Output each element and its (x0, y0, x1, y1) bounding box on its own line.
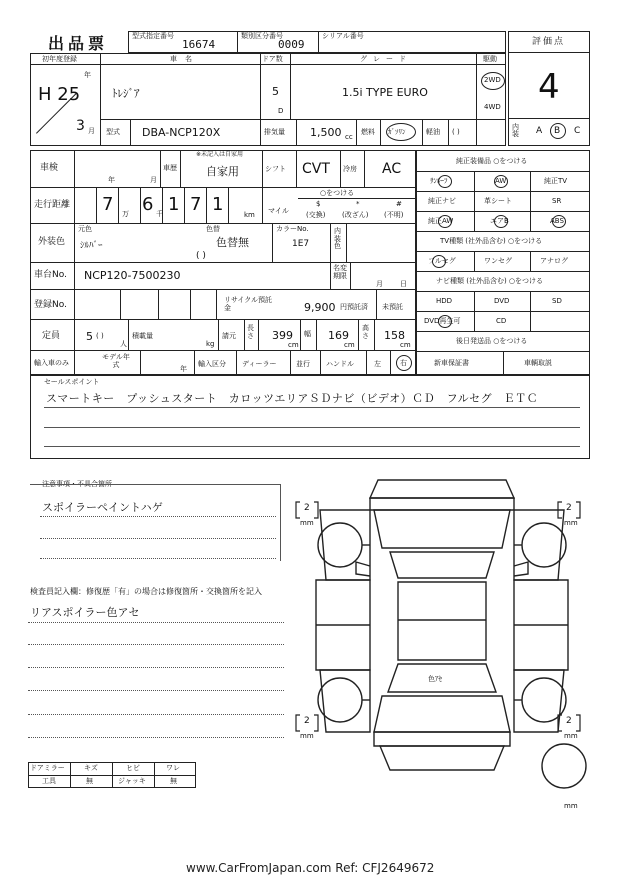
import-dealer: ディーラー (242, 360, 277, 368)
mile-opt-3-sym: # (396, 200, 402, 208)
interior-color-label: 内装色 (334, 227, 341, 251)
tire-fr-mm: mm (564, 519, 578, 527)
drive-2wd: 2WD (484, 76, 501, 84)
fuel-light: 軽油 (426, 128, 440, 136)
notes-text: スポイラーペイントハゲ (42, 501, 163, 514)
history: 自家用 (206, 165, 239, 178)
doors-suffix: D (278, 107, 284, 115)
interior-label: 内装 (512, 123, 519, 138)
tire-rr-mm: mm (564, 732, 578, 740)
mile-opt-1-text: (交換) (306, 211, 326, 219)
name-change-label: 名変期限 (333, 264, 347, 280)
legend-tools: 工具 (42, 777, 56, 785)
mile-opt-2-sym: * (356, 200, 360, 208)
width: 169 (328, 329, 349, 342)
class-no: 0009 (278, 38, 305, 51)
height: 158 (384, 329, 405, 342)
length-label: 長さ (247, 324, 254, 340)
fuel-other: ( ) (452, 128, 460, 136)
handle-left: 左 (374, 360, 381, 368)
first-reg-year: H 25 (38, 84, 81, 105)
score-value: 4 (538, 67, 560, 107)
shift-label: シフト (265, 165, 286, 173)
name-change-day: 日 (400, 280, 407, 288)
serial-label: シリアル番号 (322, 32, 364, 40)
tv-label: TV種類 (社外品含む) ○をつける (440, 237, 543, 245)
sales-text: スマートキー プッシュスタート カロッツエリアＳＤナビ（ビデオ）ＣＤ フルセグ ＥＴＣ (46, 392, 539, 405)
capacity-person: 人 (120, 340, 127, 348)
history-note: ※未記入は自家用 (196, 151, 244, 158)
genuine-label: 純正装備品 ○をつける (456, 157, 528, 165)
first-reg-month: 3 (76, 118, 85, 134)
tire-fr-value: 2 (566, 503, 572, 513)
tv-oneseg: ワンセグ (484, 257, 512, 265)
legend-tools-value: 無 (86, 777, 93, 785)
shaken-year-unit: 年 (108, 176, 115, 184)
car-name: ﾄﾚｼﾞｱ (112, 87, 140, 100)
capacity-paren: ( ) (96, 332, 104, 340)
tv-analog: アナログ (540, 257, 568, 265)
navi-hdd: HDD (436, 297, 453, 305)
inspector-text: リアスポイラー色アセ (30, 606, 140, 619)
width-cm: cm (344, 341, 355, 349)
shift: CVT (302, 161, 330, 177)
doors-label: ドア数 (262, 55, 283, 63)
grade: 1.5i TYPE EURO (342, 86, 428, 99)
mile-opt-1-sym: $ (316, 200, 321, 208)
navi-sd: SD (552, 297, 562, 305)
fuel-gas: ｶﾞｿﾘﾝ (388, 128, 406, 136)
mile-opt-2-text: (改ざん) (342, 211, 369, 219)
legend-jack-value: 無 (170, 777, 177, 785)
model-year-unit: 年 (180, 365, 187, 373)
repaint: 色替無 (216, 236, 249, 249)
navi-dvd-play: DVD再生可 (424, 317, 461, 325)
mile-label: マイル (268, 207, 289, 215)
eq-tv: 純正TV (544, 177, 568, 185)
eq-abs: ABS (550, 217, 564, 225)
type-no: 16674 (182, 38, 216, 51)
displacement-label: 排気量 (264, 128, 285, 136)
interior-grade-circle (550, 123, 566, 139)
rear-spoiler-mark: 色ｱｾ (428, 675, 442, 683)
mileage-digit-5: 1 (212, 194, 224, 215)
recycle: 9,900 (304, 301, 336, 314)
eq-aw: AW (495, 177, 507, 185)
notes-bracket (30, 484, 281, 561)
mileage-label: 走行距離 (34, 200, 71, 210)
color-no: 1E7 (292, 239, 310, 249)
navi-dvd: DVD (494, 297, 510, 305)
import-label: 輸入車のみ (34, 359, 69, 367)
eq-airbag: エアB (490, 217, 509, 225)
length: 399 (272, 329, 293, 342)
displacement: 1,500 (310, 126, 342, 139)
doors: 5 (272, 85, 279, 98)
mileage-digit-3: 1 (168, 194, 180, 215)
type-no-label: 型式指定番号 (132, 32, 174, 40)
mileage-digit-2: 6 (142, 194, 154, 215)
interior-grade-a: A (536, 126, 543, 136)
tv-fullseg: フルセグ (428, 257, 456, 265)
drive-4wd: 4WD (484, 103, 501, 111)
fuel-label: 燃料 (361, 128, 375, 136)
eq-sr: SR (552, 197, 562, 205)
form-title: 出品票 (48, 34, 109, 53)
chassis: NCP120-7500230 (84, 269, 181, 282)
grade-label: グレード (360, 55, 412, 63)
model: DBA-NCP120X (142, 126, 221, 139)
eq-leather: 革シート (484, 197, 512, 205)
eq-genuine-aw: 純正AW (428, 217, 454, 225)
length-cm: cm (288, 341, 299, 349)
mile-circle-note: ○をつける (320, 189, 355, 197)
later-label: 後日発送品 ○をつける (456, 337, 528, 345)
footer-watermark: www.CarFromJapan.com Ref: CFJ2649672 (186, 861, 435, 875)
reg-label: 登録No. (34, 300, 67, 310)
notes-label: 注意事項・不具合箇所 (42, 480, 112, 488)
color-label: 外装色 (38, 237, 66, 247)
spare-mm: mm (564, 802, 578, 810)
mileage-sen: 千 (156, 210, 163, 218)
recycle-unpaid: 未預託 (382, 303, 403, 311)
inspector-label: 検査員記入欄：修復歴「有」の場合は修復箇所・交換箇所を記入 (30, 587, 262, 596)
class-no-label: 類別区分番号 (241, 32, 283, 40)
color-no-label: カラーNo. (276, 225, 309, 233)
orig-color: ｼﾙﾊﾞｰ (80, 241, 103, 251)
later-manual: 車輌取説 (524, 359, 552, 367)
repaint-paren: ( ) (196, 251, 206, 261)
shaken-month-unit: 月 (150, 176, 157, 184)
handle-label: ハンドル (326, 360, 354, 368)
navi-label: ナビ種類 (社外品含む) ○をつける (436, 277, 544, 285)
cc-unit: cc (345, 133, 353, 141)
legend-door-mirror: ドアミラー (30, 764, 65, 772)
first-reg-year-unit: 年 (84, 71, 91, 79)
later-warranty: 新車保証書 (434, 359, 469, 367)
tire-rl-value: 2 (304, 716, 310, 726)
height-cm: cm (400, 341, 411, 349)
car-body-diagram (290, 470, 600, 815)
interior-grade-b: B (554, 126, 561, 136)
import-parallel: 並行 (296, 360, 310, 368)
orig-color-label: 元色 (78, 225, 92, 233)
tire-rl-mm: mm (300, 732, 314, 740)
ac-label: 冷房 (343, 165, 357, 173)
recycle-label: リサイクル預託金 (224, 296, 273, 313)
load-kg: kg (206, 340, 215, 348)
eq-sunroof: ｻﾝﾙｰﾌ (430, 177, 448, 185)
score-label: 評価点 (532, 37, 566, 47)
drive-label: 駆動 (483, 55, 497, 63)
mileage-digit-1: 7 (102, 194, 114, 215)
eq-navi: 純正ナビ (428, 197, 456, 205)
width-label: 幅 (304, 330, 311, 338)
sales-label: セールスポイント (44, 378, 100, 386)
request-label: 請元 (222, 332, 236, 340)
mileage-digit-4: 7 (190, 194, 202, 215)
spare-tire-icon (542, 744, 586, 788)
capacity-label: 定員 (42, 331, 61, 341)
tire-rr-value: 2 (566, 716, 572, 726)
navi-cd: CD (496, 317, 507, 325)
handle-right: 右 (400, 359, 407, 367)
tire-fl-value: 2 (304, 503, 310, 513)
mileage-man: 万 (122, 210, 129, 218)
import-class-label: 輸入区分 (198, 360, 226, 368)
history-label: 車歴 (163, 164, 177, 172)
legend-ware: ワレ (166, 764, 180, 772)
mileage-km: km (244, 211, 255, 219)
car-name-label: 車名 (170, 55, 200, 63)
first-reg-month-unit: 月 (88, 127, 95, 135)
chassis-label: 車台No. (34, 270, 67, 280)
legend-kizu: キズ (84, 764, 98, 772)
tire-fl-mm: mm (300, 519, 314, 527)
model-year-label: モデル年式 (102, 353, 130, 369)
repaint-label: 色替 (206, 225, 220, 233)
load-label: 積載量 (132, 332, 153, 340)
shaken-label: 車検 (40, 163, 59, 173)
height-label: 高さ (362, 324, 369, 340)
first-reg-label: 初年度登録 (42, 55, 77, 63)
legend-hibi: ヒビ (126, 764, 140, 772)
legend-jack: ジャッキ (118, 777, 146, 785)
ac: AC (382, 161, 402, 177)
capacity: 5 (86, 330, 93, 343)
recycle-unit: 円預託済 (340, 303, 368, 311)
mile-opt-3-text: (不明) (384, 211, 404, 219)
model-label: 型式 (106, 128, 120, 136)
interior-grade-c: C (574, 126, 581, 136)
name-change-month: 月 (376, 280, 383, 288)
